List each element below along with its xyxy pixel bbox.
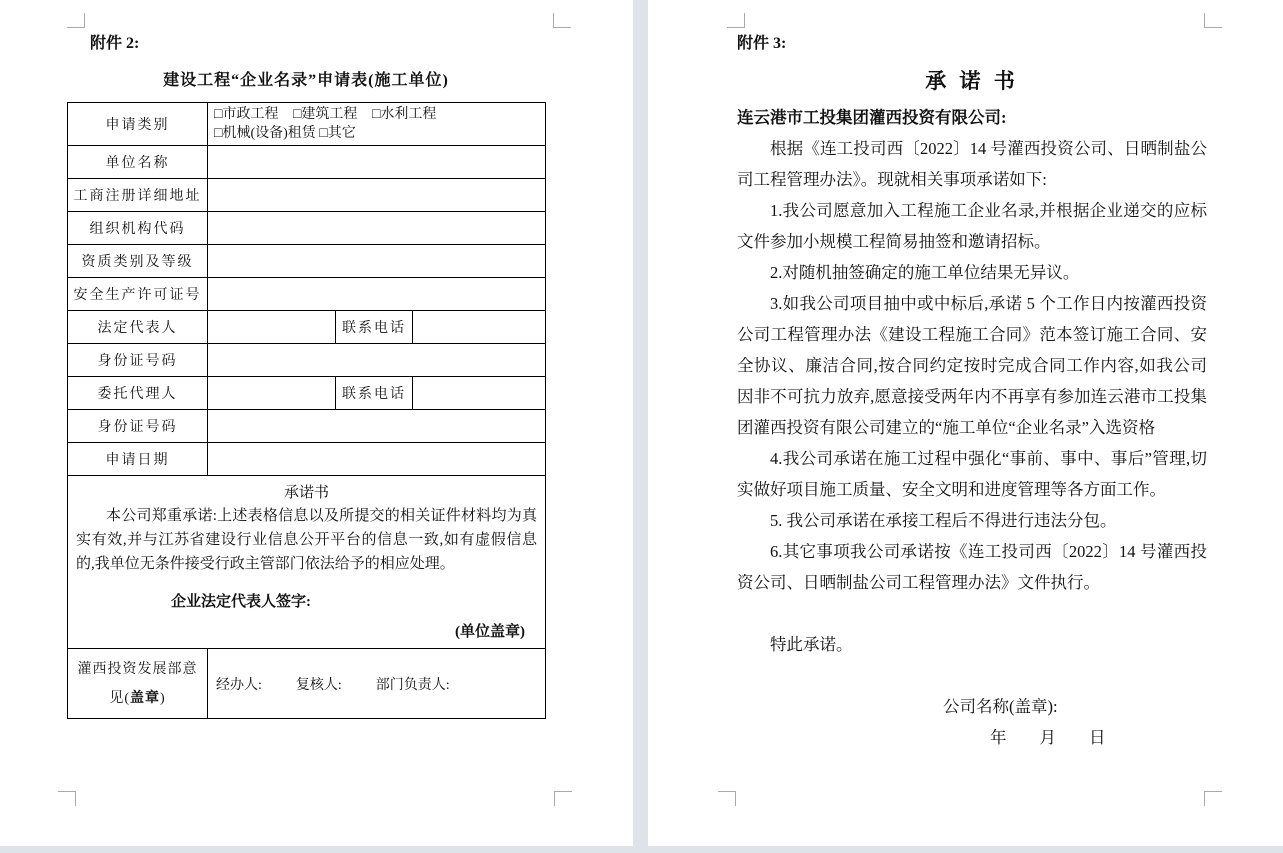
date-line: 年 月 日 [990,728,1106,747]
paragraph-item-2: 2.对随机抽签确定的施工单位结果无异议。 [770,263,1080,282]
field-label-company-name: 单位名称 [68,146,208,179]
field-value-legal-rep-phone[interactable] [413,311,546,344]
field-label-legal-rep-id-number: 身份证号码 [68,344,208,377]
reviewer-label: 复核人: [295,677,342,693]
field-label-legal-representative: 法定代表人 [68,311,208,344]
table-row [68,311,546,344]
paragraph-item-1: 1.我公司愿意加入工程施工企业名录,并根据企业递交的应标文件参加小规模工程简易抽签和邀请招标。 [737,201,1207,251]
paragraph-closing: 特此承诺。 [770,635,853,654]
approval-label-line1: 灌西投资发展部意 [77,661,198,677]
crop-mark-right-page-bottom-right [1204,791,1222,806]
checkbox-construction-works[interactable]: □建筑工程 [292,107,358,122]
field-value-legal-rep-id-number[interactable] [208,344,546,377]
application-type-options-cell [208,103,546,146]
field-label-registered-address: 工商注册详细地址 [68,179,208,212]
table-row [68,278,546,311]
field-value-application-date[interactable] [208,443,546,476]
application-form-table [67,102,546,719]
checkbox-line-2 [214,124,539,143]
approval-label-line2: 见(盖章) [109,690,166,706]
field-label-organization-code: 组织机构代码 [68,212,208,245]
salutation-company-name: 连云港市工投集团灌西投资有限公司: [737,108,1007,127]
field-value-company-name[interactable] [208,146,546,179]
table-row [68,146,546,179]
promise-cell [68,476,546,649]
table-row [68,649,546,719]
table-row [68,212,546,245]
approval-department-label [68,655,207,713]
page-attachment-2 [0,0,633,846]
field-value-qualification-grade[interactable] [208,245,546,278]
department-head-label: 部门负责人: [375,677,450,693]
right-page-content [737,30,1207,753]
application-form-title: 建设工程“企业名录”申请表(施工单位) [163,72,449,89]
table-row [68,443,546,476]
paragraph-item-6: 6.其它事项我公司承诺按《连工投司西〔2022〕14 号灌西投资公司、日晒制盐公司工程管理办法》文件执行。 [737,542,1207,592]
seal-word: 盖章 [130,690,160,706]
paragraph-item-5: 5. 我公司承诺在承接工程后不得进行违法分包。 [770,511,1117,530]
table-row [68,103,546,146]
field-label-authorized-agent: 委托代理人 [68,377,208,410]
field-value-agent-id-number[interactable] [208,410,546,443]
crop-mark-left-page-top-right [553,13,571,28]
page-attachment-3 [648,0,1283,846]
field-label-qualification-grade: 资质类别及等级 [68,245,208,278]
company-name-seal-line: 公司名称(盖章): [943,697,1058,716]
promise-body-text: 本公司郑重承诺:上述表格信息以及所提交的相关证件材料均为真实有效,并与江苏省建设行业信息公开平台的信息一致,如有虚假信息的,我单位无条件接受行政主管部门依法给予的相应处理。 [76,508,537,572]
commitment-letter-title: 承 诺 书 [925,69,1019,93]
checkbox-machinery-rental[interactable]: □机械(设备)租赁 [214,126,316,141]
checkbox-municipal-works[interactable]: □市政工程 [214,107,279,122]
field-label-agent-id-number: 身份证号码 [68,410,208,443]
legal-representative-signature-label: 企业法定代表人签字: [171,594,311,610]
field-value-legal-representative[interactable] [208,311,336,344]
checkbox-water-works[interactable]: □水利工程 [371,107,437,122]
table-row [68,245,546,278]
crop-mark-right-page-top-left [727,13,745,28]
field-label-legal-rep-phone: 联系电话 [336,311,413,344]
field-value-authorized-agent[interactable] [208,377,336,410]
approval-officers-cell [208,649,546,719]
crop-mark-left-page-bottom-left [58,791,76,806]
checkbox-line-1 [214,105,539,124]
field-label-agent-phone: 联系电话 [336,377,413,410]
checkbox-other[interactable]: □其它 [319,126,356,141]
table-row [68,476,546,649]
approval-label-cell [68,649,208,719]
field-value-registered-address[interactable] [208,179,546,212]
paragraph-item-3: 3.如我公司项目抽中或中标后,承诺 5 个工作日内按灌西投资公司工程管理办法《建设工程施工合同》范本签订施工合同、安全协议、廉洁合同,按合同约定按时完成合同工作内容,如我公司因非不可抗力放弃,愿意接受两年内不再享有参加连云港市工投集团灌西投资有限公司建立的“施工单位“企业名录”入选资格 [737,294,1207,437]
crop-mark-left-page-top-left [67,13,85,28]
handler-label: 经办人: [216,677,262,693]
table-row [68,410,546,443]
crop-mark-left-page-bottom-right [554,791,572,806]
field-label-application-type: 申请类别 [68,103,208,146]
field-value-agent-phone[interactable] [413,377,546,410]
paragraph-item-4: 4.我公司承诺在施工过程中强化“事前、事中、事后”管理,切实做好项目施工质量、安全文明和进度管理等各方面工作。 [737,449,1207,499]
left-page-content [67,30,545,719]
field-label-application-date: 申请日期 [68,443,208,476]
attachment-3-label: 附件 3: [737,35,787,52]
crop-mark-right-page-bottom-left [718,791,736,806]
crop-mark-right-page-top-right [1204,13,1222,28]
table-row [68,377,546,410]
promise-heading: 承诺书 [283,485,329,501]
field-value-organization-code[interactable] [208,212,546,245]
commitment-letter-body [737,133,1207,660]
field-value-safety-license[interactable] [208,278,546,311]
approval-officers [208,674,545,694]
field-label-safety-license: 安全生产许可证号 [68,278,208,311]
table-row [68,179,546,212]
attachment-2-label: 附件 2: [90,35,140,52]
paragraph-basis: 根据《连工投司西〔2022〕14 号灌西投资公司、日晒制盐公司工程管理办法》。现就相关事项承诺如下: [737,139,1207,189]
table-row [68,344,546,377]
company-seal-label: (单位盖章) [455,624,525,640]
